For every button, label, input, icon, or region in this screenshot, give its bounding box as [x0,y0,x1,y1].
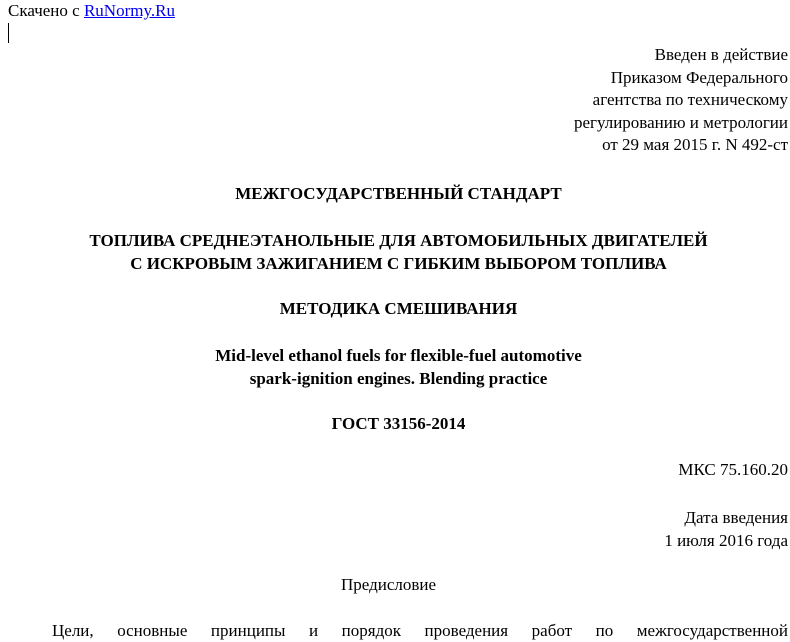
approval-line: от 29 мая 2015 г. N 492-ст [602,135,788,155]
effective-date-block [664,506,788,552]
effective-date-label: Дата введения [684,508,788,527]
effective-date-value: 1 июля 2016 года [664,531,788,550]
title-english-line: spark-ignition engines. Blending practice [249,369,548,388]
mks-code: МКС 75.160.20 [678,460,788,479]
source-link[interactable]: RuNormy.Ru [83,1,175,20]
approval-line: агентства по техническому [592,90,788,110]
approval-line: Введен в действие [654,45,788,64]
foreword-paragraph: Цели, основные принципы и порядок проведения работ по межгосударственной [52,621,788,640]
approval-line: регулированию и метрологии [573,112,788,132]
title-english-line: Mid-level ethanol fuels for flexible-fuel automotive [215,346,582,365]
source-line [8,1,175,21]
title-russian-line: С ИСКРОВЫМ ЗАЖИГАНИЕМ С ГИБКИМ ВЫБОРОМ ТОПЛИВА [130,254,667,273]
gost-number: ГОСТ 33156-2014 [331,414,466,433]
title-english [0,344,790,390]
title-russian [0,229,790,275]
foreword-heading: Предисловие [341,575,437,594]
title-russian-line: ТОПЛИВА СРЕДНЕЭТАНОЛЬНЫЕ ДЛЯ АВТОМОБИЛЬНЫХ ДВИГАТЕЛЕЙ [89,231,708,250]
approval-block [574,44,788,157]
standard-type-heading: МЕЖГОСУДАРСТВЕННЫЙ СТАНДАРТ [235,184,562,203]
source-prefix: Скачено с [8,1,84,20]
text-cursor [8,23,9,43]
subtitle-russian: МЕТОДИКА СМЕШИВАНИЯ [279,299,518,318]
approval-line: Приказом Федерального [610,67,788,87]
